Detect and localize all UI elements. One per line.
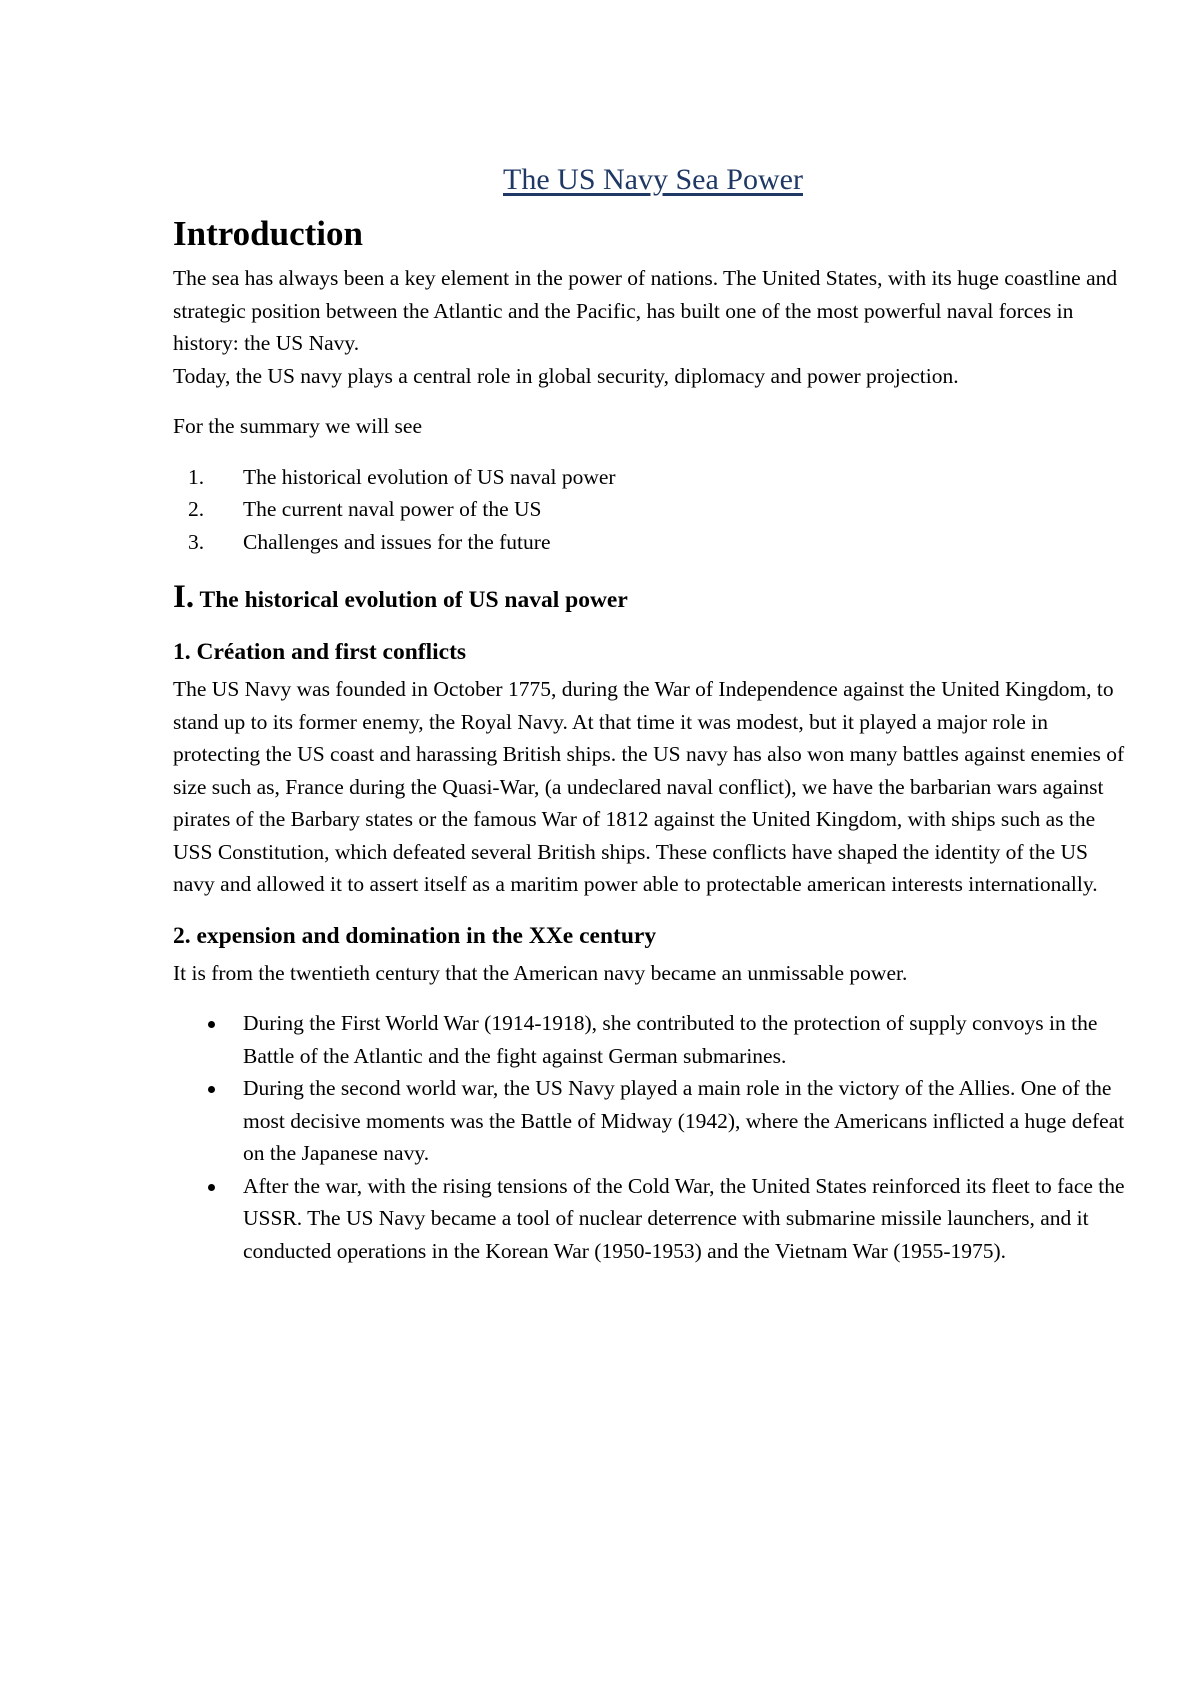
list-item [173, 1072, 1133, 1170]
section-1-heading-text: The historical evolution of US naval power [194, 587, 628, 613]
bullet-icon [208, 1021, 215, 1028]
subsection-2-heading: 2. expension and domination in the XXe century [173, 922, 657, 949]
list-item [173, 1170, 1133, 1268]
summary-intro: For the summary we will see [173, 414, 422, 438]
list-item-number: 2. [188, 497, 205, 521]
list-item-text: The historical evolution of US naval power [243, 464, 616, 489]
section-1-roman-numeral: I. [173, 579, 195, 615]
bullet-icon [208, 1086, 215, 1093]
subsection-2-intro: It is from the twentieth century that the American navy became an unmissable power. [173, 960, 908, 985]
introduction-paragraph-2: Today, the US navy plays a central role in global security, diplomacy and power projection. [173, 363, 959, 388]
list-item [173, 526, 1133, 559]
list-item-number: 1. [188, 464, 205, 489]
list-item-text: During the First World War (1914-1918), she contributed to the protection of supply convoys in the Battle of the Atlantic and the fight against German submarines. [243, 1011, 1098, 1068]
introduction-heading: Introduction [173, 214, 363, 253]
list-item [173, 1007, 1133, 1072]
list-item-text: The current naval power of the US [243, 497, 542, 521]
list-item-text: Challenges and issues for the future [243, 529, 551, 554]
subsection-1-paragraph: The US Navy was founded in October 1775, during the War of Independence against the United Kingdom, to stand up to its former enemy, the Royal Navy. At that time it was modest, but it played a major role in protecting the US coast and harassing British ships. the US navy has also won many battles against enemies of size such as, France during the Quasi-War, (a undeclared naval conflict), we have the barbarian wars against pirates of the Barbary states or the famous War of 1812 against the United Kingdom, with ships such as the USS Constitution, which defeated several British ships. These conflicts have shaped the identity of the US navy and allowed it to assert itself as a maritim power able to protectable american interests internationally. [173, 677, 1125, 896]
list-item [173, 461, 1133, 494]
subsection-2-bullet-list [173, 1007, 1133, 1267]
section-1-heading [173, 580, 1133, 617]
introduction-paragraph-1: The sea has always been a key element in the power of nations. The United States, with its huge coastline and strategic position between the Atlantic and the Pacific, has built one of the most powerful naval forces in history: the US Navy. [173, 266, 1118, 355]
summary-list [173, 461, 1133, 559]
list-item-number: 3. [188, 529, 205, 554]
bullet-icon [208, 1184, 215, 1191]
document-title: The US Navy Sea Power [503, 163, 803, 196]
list-item-text: During the second world war, the US Navy played a main role in the victory of the Allies. One of the most decisive moments was the Battle of Midway (1942), where the Americans inflicted a huge defeat on the Japanese navy. [243, 1076, 1125, 1165]
subsection-1-heading: 1. Création and first conflicts [173, 639, 467, 665]
document-body [173, 160, 1133, 1267]
list-item-text: After the war, with the rising tensions of the Cold War, the United States reinforced its fleet to face the USSR. The US Navy became a tool of nuclear deterrence with submarine missile launchers, and it conducted operations in the Korean War (1950-1953) and the Vietnam War (1955-1975). [243, 1173, 1125, 1263]
list-item [173, 493, 1133, 526]
